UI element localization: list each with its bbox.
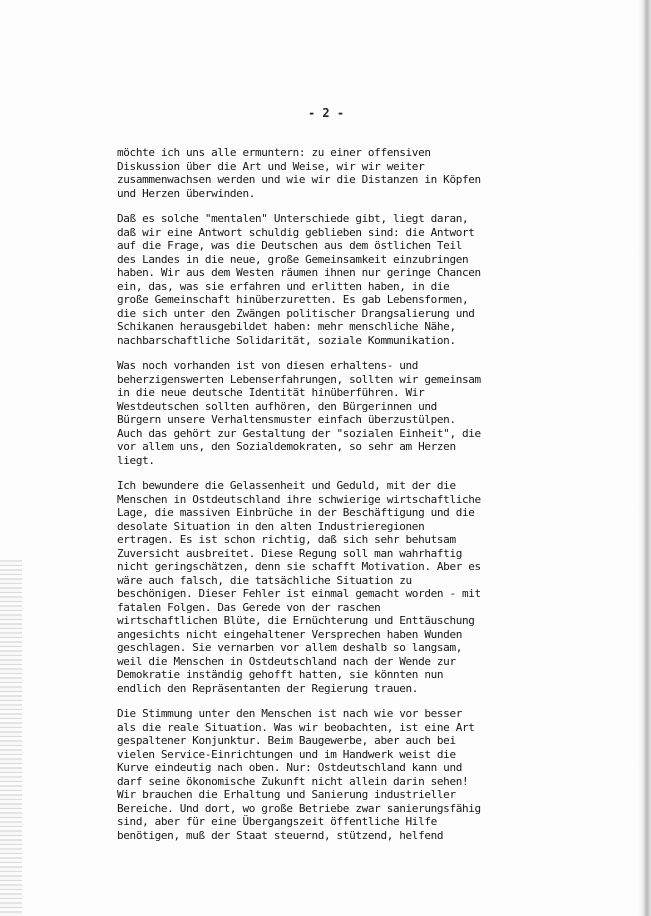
text-line: vielen Service-Einrichtungen und im Handwerk weist die: [117, 747, 456, 761]
text-line: Menschen in Ostdeutschland ihre schwierige wirtschaftliche: [117, 492, 481, 506]
text-line: darf seine ökonomische Zukunft nicht allein darin sehen!: [117, 774, 469, 788]
text-line: weil die Menschen in Ostdeutschland nach der Wende zur: [117, 654, 456, 668]
scan-artifact-right: [637, 0, 651, 916]
text-line: fatalen Folgen. Das Gerede von der raschen: [117, 600, 381, 614]
text-line: desolate Situation in den alten Industrieregionen: [117, 519, 425, 533]
page-number: - 2 -: [307, 106, 345, 120]
text-line: Die Stimmung unter den Menschen ist nach wie vor besser: [117, 707, 462, 720]
text-line: Bereiche. Und dort, wo große Betriebe zwar sanierungsfähig: [117, 801, 481, 815]
text-line: Westdeutschen sollten aufhören, den Bürgerinnen und: [117, 399, 437, 413]
paragraph: [117, 146, 597, 200]
text-line: ein, das, was sie erfahren und erlitten haben, in die: [117, 279, 450, 293]
text-line: beherzigenswerten Lebenserfahrungen, sollten wir gemeinsam: [117, 372, 481, 386]
text-line: ertragen. Es ist schon richtig, daß sich sehr behutsam: [117, 533, 456, 546]
text-line: Schikanen herausgebildet haben: mehr menschliche Nähe,: [117, 320, 456, 333]
text-line: und Herzen überwinden.: [117, 186, 255, 200]
body-text: [117, 146, 597, 854]
text-line: Daß es solche "mentalen" Unterschiede gibt, liegt daran,: [117, 212, 469, 225]
text-line: daß wir eine Antwort schuldig geblieben sind: die Antwort: [117, 225, 475, 239]
text-line: nicht geringschätzen, denn sie schafft Motivation. Aber es: [117, 560, 481, 573]
paragraph: [117, 707, 597, 842]
text-line: Bürgern unsere Verhaltensmuster einfach überzustülpen.: [117, 413, 456, 426]
scan-artifact-left: [0, 560, 22, 916]
text-line: möchte ich uns alle ermuntern: zu einer offensiven: [117, 146, 431, 159]
text-line: Auch das gehört zur Gestaltung der "sozialen Einheit", die: [117, 426, 481, 440]
text-line: liegt.: [117, 453, 155, 467]
text-line: haben. Wir aus dem Westen räumen ihnen nur geringe Chancen: [117, 266, 481, 279]
text-line: angesichts nicht eingehaltener Versprechen haben Wunden: [117, 627, 462, 641]
paragraph: [117, 359, 597, 467]
text-line: Diskussion über die Art und Weise, wir wir weiter: [117, 159, 425, 173]
text-line: große Gemeinschaft hinüberzuretten. Es gab Lebensformen,: [117, 293, 469, 306]
text-line: zusammenwachsen werden und wie wir die Distanzen in Köpfen: [117, 173, 481, 186]
text-line: wirtschaftlichen Blüte, die Ernüchterung und Enttäuschung: [117, 614, 475, 627]
text-line: Ich bewundere die Gelassenheit und Geduld, mit der die: [117, 479, 456, 492]
text-line: Wir brauchen die Erhaltung und Sanierung industrieller: [117, 788, 456, 801]
text-line: gespaltener Konjunktur. Beim Baugewerbe, aber auch bei: [117, 734, 456, 747]
text-line: auf die Frage, was die Deutschen aus dem östlichen Teil: [117, 239, 462, 252]
text-line: vor allem uns, den Sozialdemokraten, so sehr am Herzen: [117, 440, 456, 453]
text-line: beschönigen. Dieser Fehler ist einmal gemacht worden - mit: [117, 587, 481, 600]
text-line: als die reale Situation. Was wir beobachten, ist eine Art: [117, 720, 475, 734]
text-line: in die neue deutsche Identität hinüberführen. Wir: [117, 386, 425, 399]
text-line: wäre auch falsch, die tatsächliche Situation zu: [117, 573, 412, 587]
text-line: endlich den Repräsentanten der Regierung trauen.: [117, 681, 419, 695]
paragraph: [117, 479, 597, 695]
paragraph: [117, 212, 597, 347]
text-line: benötigen, muß der Staat steuernd, stützend, helfend: [117, 828, 444, 842]
text-line: die sich unter den Zwängen politischer Drangsalierung und: [117, 306, 475, 320]
text-line: nachbarschaftliche Solidarität, soziale Kommunikation.: [117, 333, 456, 347]
text-line: Zuversicht ausbreitet. Diese Regung soll man wahrhaftig: [117, 546, 462, 560]
text-line: Lage, die massiven Einbrüche in der Beschäftigung und die: [117, 506, 475, 519]
text-line: Demokratie inständig gehofft hatten, sie könnten nun: [117, 668, 444, 681]
text-line: sind, aber für eine Übergangszeit öffentliche Hilfe: [117, 815, 437, 828]
text-line: Was noch vorhanden ist von diesen erhaltens- und: [117, 359, 419, 372]
text-line: Kurve eindeutig nach oben. Nur: Ostdeutschland kann und: [117, 761, 462, 774]
text-line: geschlagen. Sie vernarben vor allem deshalb so langsam,: [117, 641, 462, 654]
text-line: des Landes in die neue, große Gemeinsamkeit einzubringen: [117, 252, 469, 266]
